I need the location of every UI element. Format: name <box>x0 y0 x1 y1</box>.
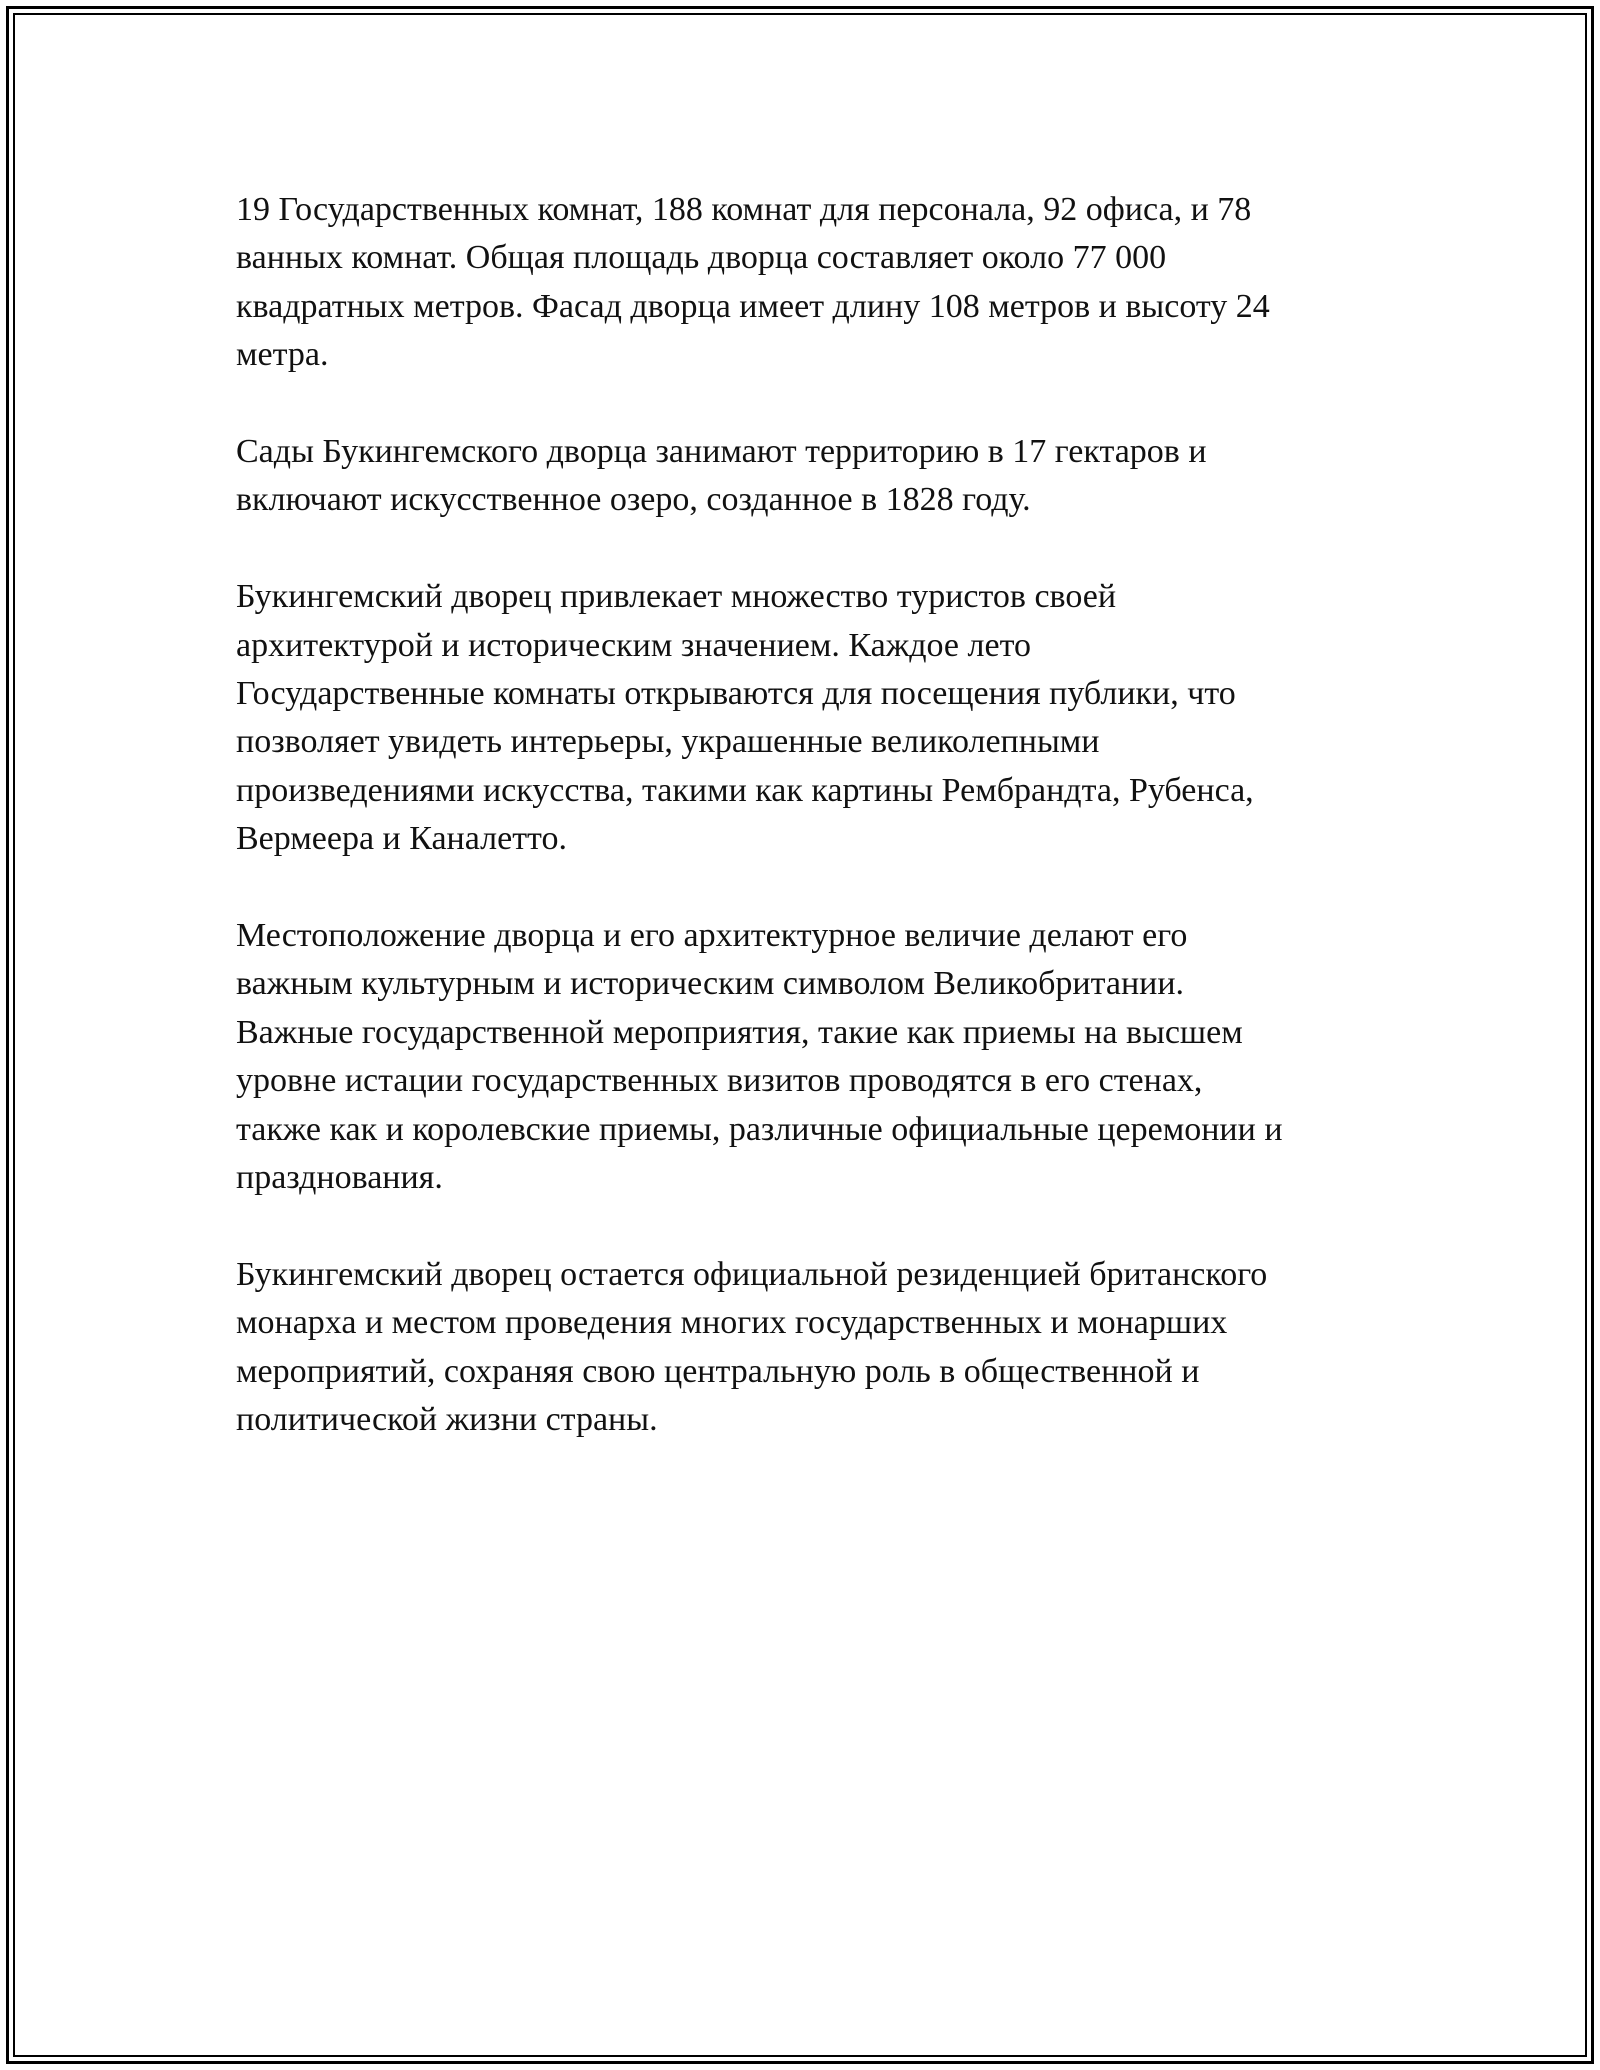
paragraph-official-residence: Букингемский дворец остается официальной резиденцией британского монарха и местом проведения многих государственных и монарших мероприятий, сохраняя свою центральную роль в общественной и политической жизни страны. <box>236 1255 1268 1439</box>
document-body <box>236 186 1386 1493</box>
paragraph-palace-gardens: Сады Букингемского дворца занимают территорию в 17 гектаров и включают искусственное озеро, созданное в 1828 году. <box>236 433 1207 519</box>
paragraph-cultural-symbol: Местоположение дворца и его архитектурное величие делают его важным культурным и историческим символом Великобритании. Важные государственной мероприятия, такие как приемы на высшем уровне истации государственных визитов проводятся в его стенах, также как и королевские приемы, различные официальные церемонии и празднования. <box>236 917 1283 1197</box>
paragraph-tourism-state-rooms: Букингемский дворец привлекает множество туристов своей архитектурой и историческим значением. Каждое лето Государственные комнаты открываются для посещения публики, что позволяет увидеть интерьеры, украшенные великолепными произведениями искусства, такими как картины Рембрандта, Рубенса, Вермеера и Каналетто. <box>236 578 1254 858</box>
paragraph-palace-dimensions: 19 Государственных комнат, 188 комнат для персонала, 92 офиса, и 78 ванных комнат. Общая площадь дворца составляет около 77 000 квадратных метров. Фасад дворца имеет длину 108 метров и высоту 24 метра. <box>236 191 1270 374</box>
